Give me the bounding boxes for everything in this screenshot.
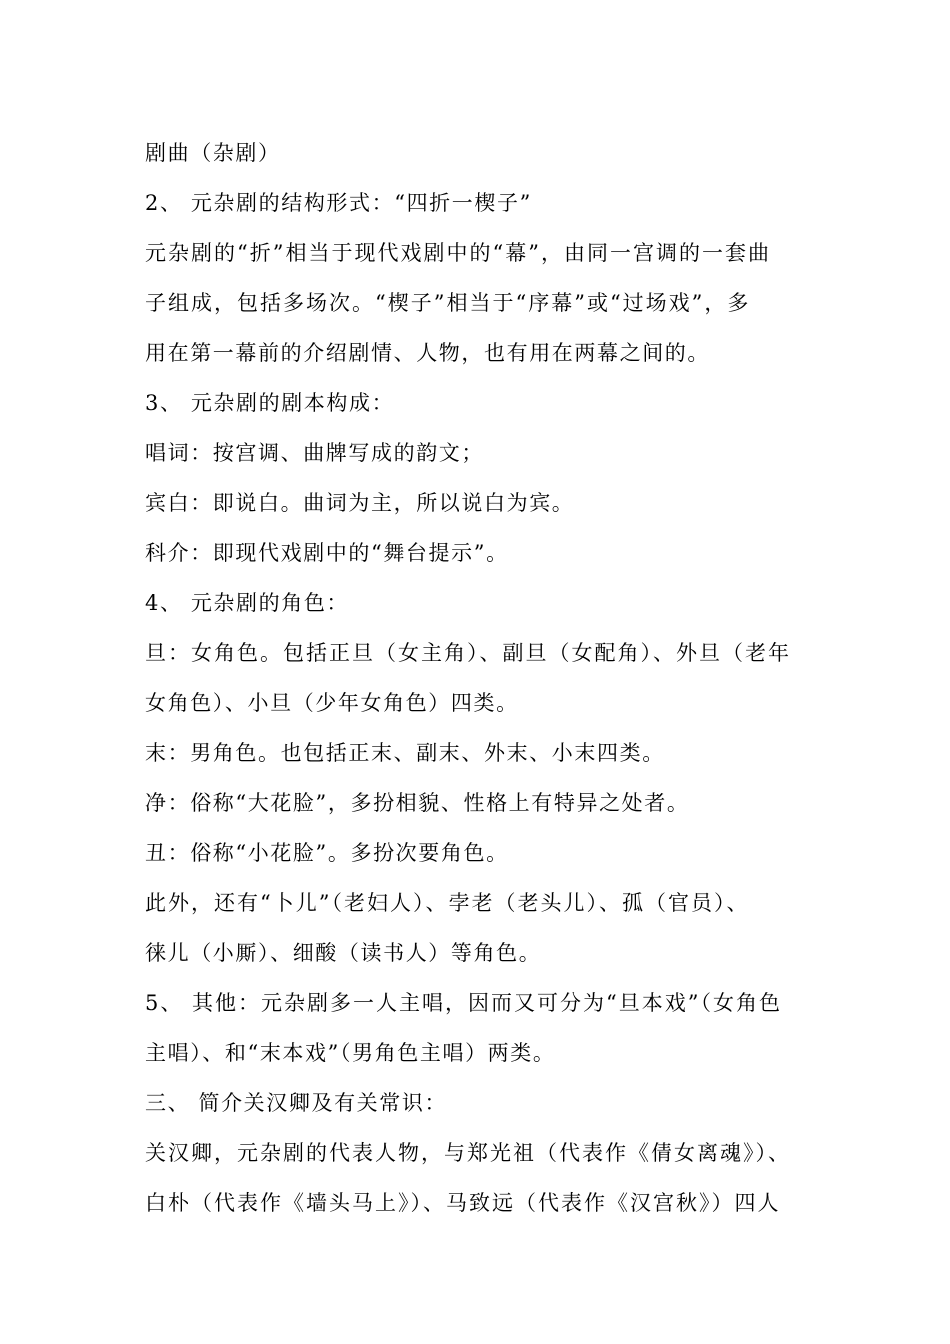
text-line: 女角色）、小旦（少年女角色）四类。 [145,691,519,715]
text-line: 用在第一幕前的介绍剧情、人物，也有用在两幕之间的。 [145,341,710,365]
section-heading: 2、 元杂剧的结构形式：“四折一楔子” [145,191,532,215]
section-heading: 4、 元杂剧的角色： [145,591,350,615]
text-line: 此外，还有“卜儿”（老妇人）、孛老（老头儿）、孤（官员）、 [145,891,750,915]
text-line: 剧曲（杂剧） [145,141,281,165]
text-line: 徕儿（小厮）、细酸（读书人）等角色。 [145,941,542,965]
text-line: 末：男角色。也包括正末、副末、外末、小末四类。 [145,741,665,765]
text-line: 白朴（代表作《墙头马上》）、马致远（代表作《汉宫秋》）四人 [145,1191,781,1215]
text-line: 唱词：按宫调、曲牌写成的韵文； [145,441,484,465]
text-line: 丑：俗称“小花脸”。多扮次要角色。 [145,841,509,865]
section-heading: 三、 简介关汉卿及有关常识： [145,1091,448,1115]
text-line: 旦：女角色。包括正旦（女主角）、副旦（女配角）、外旦（老年 [145,641,791,665]
text-line: 元杂剧的“折”相当于现代戏剧中的“幕”，由同一宫调的一套曲 [145,241,771,265]
section-heading: 5、 其他：元杂剧多一人主唱，因而又可分为“旦本戏”（女角色 [145,991,783,1015]
document-body [145,128,815,1228]
section-heading: 3、 元杂剧的剧本构成： [145,391,395,415]
text-line: 科介：即现代戏剧中的“舞台提示”。 [145,541,509,565]
text-line: 关汉卿，元杂剧的代表人物，与郑光祖（代表作《倩女离魂》）、 [145,1141,791,1165]
text-line: 宾白：即说白。曲词为主，所以说白为宾。 [145,491,575,515]
text-line: 净：俗称“大花脸”，多扮相貌、性格上有特异之处者。 [145,791,690,815]
text-line: 子组成，包括多场次。“楔子”相当于“序幕”或“过场戏”，多 [145,291,751,315]
text-line: 主唱）、和“末本戏”（男角色主唱）两类。 [145,1041,556,1065]
